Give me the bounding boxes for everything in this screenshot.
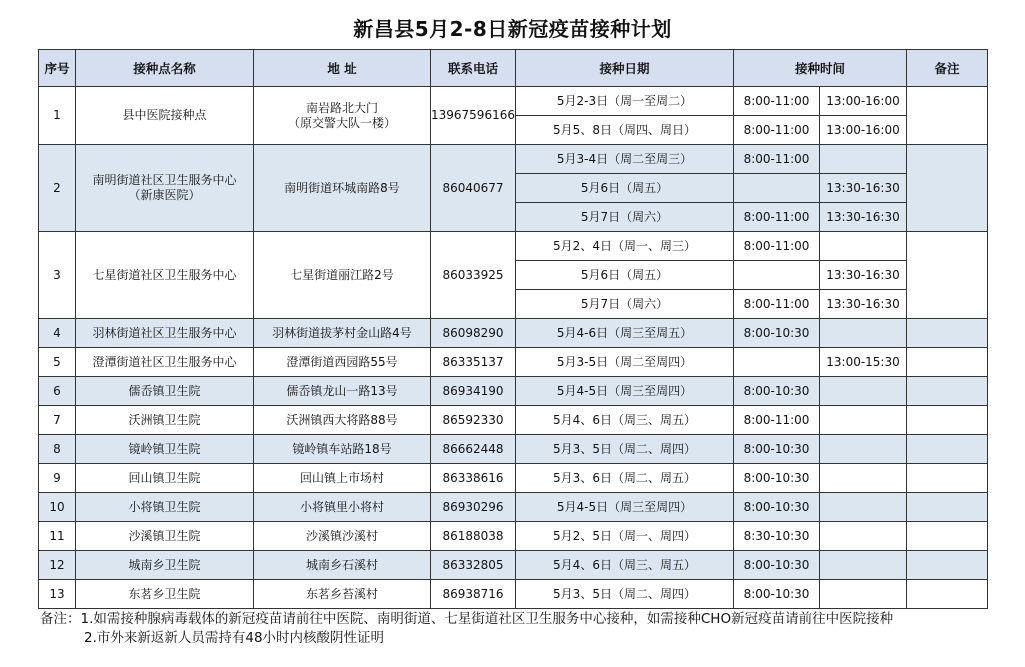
cell-phone: 13967596166 [431, 87, 516, 145]
cell-address: 东茗乡苔溪村 [254, 580, 431, 609]
table-row [39, 435, 988, 464]
cell-address: 镜岭镇车站路18号 [254, 435, 431, 464]
cell-note [907, 87, 988, 145]
cell-address: 沙溪镇沙溪村 [254, 522, 431, 551]
cell-time-am: 8:00-10:30 [734, 464, 820, 493]
cell-date: 5月4-6日（周三至周五） [516, 319, 734, 348]
cell-phone: 86938716 [431, 580, 516, 609]
cell-note [907, 522, 988, 551]
cell-time-am: 8:00-11:00 [734, 290, 820, 319]
cell-phone: 86188038 [431, 522, 516, 551]
cell-no: 8 [39, 435, 76, 464]
cell-note [907, 319, 988, 348]
footnotes [40, 610, 893, 648]
cell-time-am: 8:00-10:30 [734, 580, 820, 609]
cell-date: 5月4-5日（周三至周四） [516, 493, 734, 522]
table-row [39, 493, 988, 522]
header-no: 序号 [39, 50, 76, 87]
cell-site: 东茗乡卫生院 [76, 580, 254, 609]
cell-phone: 86934190 [431, 377, 516, 406]
cell-note [907, 435, 988, 464]
cell-address: 小将镇里小将村 [254, 493, 431, 522]
header-date: 接种日期 [516, 50, 734, 87]
table-row [39, 464, 988, 493]
header-site: 接种点名称 [76, 50, 254, 87]
cell-note [907, 493, 988, 522]
table-row [39, 406, 988, 435]
cell-site: 儒岙镇卫生院 [76, 377, 254, 406]
cell-time-am: 8:00-10:30 [734, 319, 820, 348]
table-row [39, 232, 988, 261]
address-line: （原交警大队一楼） [287, 115, 396, 130]
address-line: 南岩路北大门 [305, 100, 378, 115]
cell-no: 4 [39, 319, 76, 348]
cell-date: 5月2-3日（周一至周二） [516, 87, 734, 116]
cell-phone: 86592330 [431, 406, 516, 435]
cell-no: 9 [39, 464, 76, 493]
cell-time-am [734, 348, 820, 377]
table-row [39, 522, 988, 551]
cell-time-pm [820, 580, 907, 609]
site-line: 南明街道社区卫生服务中心 [92, 173, 237, 187]
cell-no: 6 [39, 377, 76, 406]
footnote-line-1: 备注：1.如需接种腺病毒载体的新冠疫苗请前往中医院、南明街道、七星街道社区卫生服务中心接种，如需接种CHO新冠疫苗请前往中医院接种 [40, 611, 894, 627]
header-note: 备注 [907, 50, 988, 87]
cell-no: 13 [39, 580, 76, 609]
cell-address: 澄潭街道西园路55号 [254, 348, 431, 377]
cell-time-am [734, 174, 820, 203]
cell-time-pm [820, 377, 907, 406]
cell-address [254, 87, 431, 145]
cell-note [907, 464, 988, 493]
cell-time-pm [820, 493, 907, 522]
cell-address: 南明街道环城南路8号 [254, 145, 431, 232]
cell-note [907, 551, 988, 580]
cell-site: 沙溪镇卫生院 [76, 522, 254, 551]
cell-time-pm: 13:30-16:30 [820, 174, 907, 203]
cell-time-am: 8:30-10:30 [734, 522, 820, 551]
cell-time-pm [820, 319, 907, 348]
cell-date: 5月4、6日（周三、周五） [516, 406, 734, 435]
cell-note [907, 348, 988, 377]
header-phone: 联系电话 [431, 50, 516, 87]
cell-note [907, 145, 988, 232]
cell-address: 羽林街道拔茅村金山路4号 [254, 319, 431, 348]
cell-time-am: 8:00-11:00 [734, 145, 820, 174]
cell-time-am: 8:00-11:00 [734, 203, 820, 232]
cell-note [907, 406, 988, 435]
cell-site: 沃洲镇卫生院 [76, 406, 254, 435]
cell-site: 羽林街道社区卫生服务中心 [76, 319, 254, 348]
cell-time-am [734, 261, 820, 290]
cell-address: 城南乡石溪村 [254, 551, 431, 580]
table-row [39, 87, 988, 116]
cell-time-pm [820, 232, 907, 261]
cell-note [907, 377, 988, 406]
cell-date: 5月5、8日（周四、周日） [516, 116, 734, 145]
cell-address: 回山镇上市场村 [254, 464, 431, 493]
cell-date: 5月2、4日（周一、周三） [516, 232, 734, 261]
cell-time-am: 8:00-10:30 [734, 435, 820, 464]
cell-phone: 86033925 [431, 232, 516, 319]
table-row [39, 580, 988, 609]
cell-date: 5月3、5日（周二、周四） [516, 435, 734, 464]
cell-site: 七星街道社区卫生服务中心 [76, 232, 254, 319]
cell-no: 5 [39, 348, 76, 377]
cell-no: 12 [39, 551, 76, 580]
cell-no: 3 [39, 232, 76, 319]
cell-date: 5月2、5日（周一、周四） [516, 522, 734, 551]
cell-note [907, 232, 988, 319]
cell-time-pm [820, 435, 907, 464]
cell-time-am: 8:00-11:00 [734, 87, 820, 116]
cell-phone: 86040677 [431, 145, 516, 232]
header-address: 地 址 [254, 50, 431, 87]
cell-site [76, 145, 254, 232]
cell-phone: 86338616 [431, 464, 516, 493]
cell-time-am: 8:00-11:00 [734, 116, 820, 145]
table-row [39, 319, 988, 348]
cell-address: 儒岙镇龙山一路13号 [254, 377, 431, 406]
cell-site: 镜岭镇卫生院 [76, 435, 254, 464]
cell-time-pm [820, 406, 907, 435]
cell-phone: 86662448 [431, 435, 516, 464]
header-time: 接种时间 [734, 50, 907, 87]
cell-site: 县中医院接种点 [76, 87, 254, 145]
cell-phone: 86930296 [431, 493, 516, 522]
cell-note [907, 580, 988, 609]
cell-time-am: 8:00-11:00 [734, 406, 820, 435]
cell-time-pm: 13:00-16:00 [820, 87, 907, 116]
cell-time-am: 8:00-11:00 [734, 232, 820, 261]
cell-no: 1 [39, 87, 76, 145]
table-row [39, 377, 988, 406]
cell-address: 沃洲镇西大将路88号 [254, 406, 431, 435]
cell-time-am: 8:00-10:30 [734, 377, 820, 406]
cell-date: 5月3、5日（周二、周四） [516, 580, 734, 609]
page-title: 新昌县5月2-8日新冠疫苗接种计划 [353, 17, 672, 41]
cell-date: 5月3、6日（周二、周五） [516, 464, 734, 493]
cell-time-pm [820, 522, 907, 551]
cell-no: 10 [39, 493, 76, 522]
cell-date: 5月6日（周五） [516, 174, 734, 203]
cell-no: 7 [39, 406, 76, 435]
cell-time-pm: 13:30-16:30 [820, 290, 907, 319]
cell-site: 回山镇卫生院 [76, 464, 254, 493]
cell-date: 5月3-5日（周二至周四） [516, 348, 734, 377]
cell-time-pm [820, 551, 907, 580]
cell-site: 澄潭街道社区卫生服务中心 [76, 348, 254, 377]
cell-date: 5月3-4日（周二至周三） [516, 145, 734, 174]
cell-address: 七星街道丽江路2号 [254, 232, 431, 319]
table-row [39, 145, 988, 174]
cell-time-pm: 13:30-16:30 [820, 261, 907, 290]
cell-time-am: 8:00-10:30 [734, 551, 820, 580]
cell-no: 11 [39, 522, 76, 551]
footnote-line-2: 2.市外来新返新人员需持有48小时内核酸阴性证明 [84, 630, 385, 646]
cell-time-pm: 13:00-16:00 [820, 116, 907, 145]
cell-phone: 86335137 [431, 348, 516, 377]
table-row [39, 348, 988, 377]
cell-time-pm [820, 464, 907, 493]
cell-site: 小将镇卫生院 [76, 493, 254, 522]
table-row [39, 551, 988, 580]
cell-phone: 86098290 [431, 319, 516, 348]
table-header-row [39, 50, 988, 87]
cell-site: 城南乡卫生院 [76, 551, 254, 580]
cell-phone: 86332805 [431, 551, 516, 580]
cell-time-pm: 13:00-15:30 [820, 348, 907, 377]
cell-date: 5月7日（周六） [516, 290, 734, 319]
site-line: （新康医院） [128, 188, 201, 202]
cell-date: 5月4、6日（周三、周五） [516, 551, 734, 580]
cell-date: 5月4-5日（周三至周四） [516, 377, 734, 406]
vaccination-schedule-table [38, 49, 988, 609]
cell-date: 5月6日（周五） [516, 261, 734, 290]
cell-time-pm [820, 145, 907, 174]
cell-no: 2 [39, 145, 76, 232]
cell-time-am: 8:00-10:30 [734, 493, 820, 522]
cell-time-pm: 13:30-16:30 [820, 203, 907, 232]
cell-date: 5月7日（周六） [516, 203, 734, 232]
